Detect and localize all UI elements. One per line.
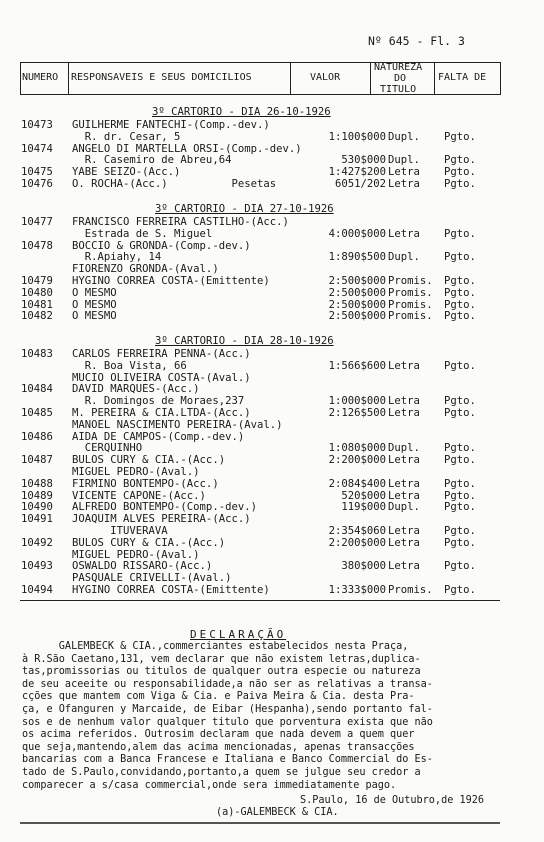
- row-responsavel: ALFREDO BONTEMPO-(Comp.-dev.): [72, 501, 257, 514]
- row-falta: Pgto.: [444, 560, 476, 573]
- row-natureza: Letra: [388, 395, 420, 408]
- header-top-rule: [20, 62, 500, 63]
- declaracao-line: que seja,mantendo,alem das acima mencionadas, apenas transacções: [22, 741, 415, 753]
- row-natureza: Letra: [388, 477, 420, 490]
- row-valor: 6051/202: [334, 178, 386, 190]
- row-valor: 2:200$000: [328, 536, 386, 549]
- table-row: [0, 228, 544, 240]
- row-natureza: Promis.: [388, 584, 433, 596]
- row-natureza: Letra: [388, 536, 420, 549]
- row-responsavel: MIGUEL PEDRO-(Aval.): [72, 548, 200, 561]
- row-valor: 2:084$400: [328, 477, 386, 490]
- row-valor: 1:333$000: [328, 584, 386, 596]
- row-valor: 1:566$600: [328, 359, 386, 372]
- row-falta: Pgto.: [444, 442, 476, 455]
- row-numero: 10479: [21, 275, 53, 287]
- table-row: [0, 407, 544, 419]
- section-title: 3º CARTORIO - DIA 26-10-1926: [152, 106, 331, 118]
- row-responsavel: AIDA DE CAMPOS-(Comp.-dev.): [72, 430, 245, 443]
- row-falta: Pgto.: [444, 407, 476, 419]
- declaracao-line: tas,promissorias ou titulos de qualquer outra especie ou natureza: [22, 666, 421, 678]
- header-bottom-rule: [20, 94, 500, 95]
- row-valor: 2:200$000: [328, 454, 386, 467]
- row-natureza: Letra: [388, 525, 420, 537]
- row-valor: 380$000: [341, 560, 386, 573]
- row-responsavel: PASQUALE CRIVELLI-(Aval.): [72, 572, 232, 585]
- signature: (a)-GALEMBECK & CIA.: [216, 807, 339, 818]
- row-falta: Pgto.: [444, 178, 476, 190]
- declaracao-line: à R.São Caetano,131, vem declarar que não existem letras,duplica-: [22, 653, 421, 665]
- row-natureza: Letra: [388, 178, 420, 190]
- header-natureza-2: DO: [394, 73, 407, 84]
- row-valor: 520$000: [341, 489, 386, 502]
- declaracao-line: GALEMBECK & CIA.,commerciantes estabelecidos nesta Praça,: [22, 641, 409, 652]
- row-falta: Pgto.: [444, 286, 476, 299]
- section-title: 3º CARTORIO - DIA 27-10-1926: [155, 203, 334, 215]
- table-row: [0, 287, 544, 299]
- row-numero: 10476: [21, 178, 53, 190]
- row-responsavel: CERQUINHO: [72, 442, 143, 455]
- row-falta: Pgto.: [444, 130, 476, 143]
- row-numero: 10481: [21, 298, 53, 311]
- row-valor: 119$000: [341, 501, 386, 514]
- table-row: [0, 275, 544, 287]
- table-row: [0, 119, 544, 131]
- row-responsavel: MANOEL NASCIMENTO PEREIRA-(Aval.): [72, 418, 283, 431]
- table-row: [0, 537, 544, 549]
- row-valor: 2:126$500: [328, 407, 386, 419]
- row-numero: 10482: [21, 310, 53, 323]
- declaracao-line: de seu aceeite ou responsabilidade,a não ser as relativas a transa-: [22, 678, 433, 690]
- row-falta: Pgto.: [444, 310, 476, 323]
- header-numero: NUMERO: [22, 72, 59, 83]
- row-numero: 10491: [21, 513, 53, 526]
- row-falta: Pgto.: [444, 477, 476, 490]
- section-title: 3º CARTORIO - DIA 28-10-1926: [155, 335, 334, 347]
- row-numero: 10490: [21, 501, 53, 514]
- row-valor: 2:500$000: [328, 310, 386, 323]
- row-natureza: Letra: [388, 489, 420, 502]
- row-responsavel: ANGELO DI MARTELLA ORSI-(Comp.-dev.): [72, 142, 302, 155]
- row-valor: 2:354$060: [328, 525, 386, 537]
- header-natureza-3: TITULO: [380, 84, 417, 95]
- row-natureza: Dupl.: [388, 442, 420, 455]
- row-numero: 10483: [21, 348, 53, 360]
- row-responsavel: O MESMO: [72, 298, 117, 311]
- row-numero: 10492: [21, 536, 53, 549]
- table-row: [0, 348, 544, 360]
- row-falta: Pgto.: [444, 454, 476, 467]
- declaracao-line: bancarias com a Banca Francese e Italiana e Banco Commercial do Es-: [22, 754, 433, 766]
- table-row: [0, 395, 544, 407]
- row-responsavel: O. ROCHA-(Acc.) Pesetas: [72, 178, 277, 190]
- table-row: [0, 143, 544, 155]
- row-natureza: Letra: [388, 560, 420, 573]
- header-divider-3: [370, 62, 371, 95]
- row-numero: 10487: [21, 454, 53, 467]
- header-valor: VALOR: [310, 72, 341, 83]
- row-responsavel: MUCIO OLIVEIRA COSTA-(Aval.): [72, 371, 251, 384]
- row-falta: Pgto.: [444, 501, 476, 514]
- row-responsavel: R. Domingos de Moraes,237: [72, 395, 245, 408]
- table-row: [0, 584, 544, 596]
- row-valor: 1:000$000: [328, 395, 386, 408]
- row-responsavel: HYGINO CORREA COSTA-(Emittente): [72, 584, 270, 596]
- row-responsavel: JOAQUIM ALVES PEREIRA-(Acc.): [72, 513, 251, 526]
- row-responsavel: O MESMO: [72, 310, 117, 323]
- declaracao-line: tado de S.Paulo,convidando,portanto,a quem se julgue seu credor a: [22, 766, 421, 778]
- row-responsavel: BOCCIO & GRONDA-(Comp.-dev.): [72, 239, 251, 252]
- table-row: [0, 263, 544, 275]
- row-falta: Pgto.: [444, 525, 476, 537]
- declaracao-title: DECLARAÇÃO: [190, 628, 287, 641]
- row-numero: 10473: [21, 119, 53, 131]
- table-row: [0, 251, 544, 263]
- header-divider-1: [68, 62, 69, 95]
- row-natureza: Promis.: [388, 286, 433, 299]
- declaracao-line: cções que mantem com Viga & Cia. e Paiva Meira & Cia. desta Pra-: [22, 691, 415, 703]
- row-falta: Pgto.: [444, 359, 476, 372]
- table-row: [0, 549, 544, 561]
- row-valor: 4:000$000: [328, 227, 386, 240]
- row-responsavel: M. PEREIRA & CIA.LTDA-(Acc.): [72, 407, 251, 419]
- row-falta: Pgto.: [444, 536, 476, 549]
- row-numero: 10477: [21, 216, 53, 228]
- declaracao-line: ça, e Ofanguren y Marcaide, de Eibar (Hespanha),sendo portanto fal-: [22, 703, 433, 715]
- declaracao-line: os acima referidos. Outrosim declaram que nada devem a quem quer: [22, 729, 415, 741]
- table-row: [0, 166, 544, 178]
- row-valor: 2:500$000: [328, 286, 386, 299]
- row-responsavel: R.Apiahy, 14: [72, 251, 162, 264]
- row-natureza: Letra: [388, 407, 420, 419]
- table-row: [0, 154, 544, 166]
- ledger-bottom-rule: [20, 600, 500, 601]
- row-numero: 10478: [21, 239, 53, 252]
- row-numero: 10484: [21, 383, 53, 396]
- table-row: [0, 310, 544, 322]
- row-responsavel: YABE SEIZO-(Acc.): [72, 166, 181, 179]
- row-valor: 1:100$000: [328, 130, 386, 143]
- row-valor: 1:427$200: [328, 166, 386, 179]
- row-responsavel: FRANCISCO FERREIRA CASTILHO-(Acc.): [72, 216, 289, 228]
- table-row: [0, 501, 544, 513]
- row-responsavel: R. Boa Vista, 66: [72, 359, 187, 372]
- row-responsavel: OSWALDO RISSARO-(Acc.): [72, 560, 213, 573]
- place-date: S.Paulo, 16 de Outubro,de 1926: [300, 795, 485, 806]
- table-row: [0, 240, 544, 252]
- row-responsavel: DAVID MARQUES-(Acc.): [72, 383, 200, 396]
- row-natureza: Dupl.: [388, 251, 420, 264]
- row-natureza: Dupl.: [388, 154, 420, 167]
- row-falta: Pgto.: [444, 166, 476, 179]
- table-row: [0, 372, 544, 384]
- row-valor: 1:080$000: [328, 442, 386, 455]
- row-numero: 10474: [21, 142, 53, 155]
- header-right-border: [500, 62, 501, 95]
- row-natureza: Letra: [388, 454, 420, 467]
- row-responsavel: CARLOS FERREIRA PENNA-(Acc.): [72, 348, 251, 360]
- table-row: [0, 216, 544, 228]
- row-numero: 10489: [21, 489, 53, 502]
- header-left-border: [20, 62, 21, 95]
- row-responsavel: R. Casemiro de Abreu,64: [72, 154, 232, 167]
- row-valor: 2:500$000: [328, 298, 386, 311]
- table-row: [0, 454, 544, 466]
- row-responsavel: FIORENZO GRONDA-(Aval.): [72, 263, 219, 276]
- row-falta: Pgto.: [444, 251, 476, 264]
- row-responsavel: BULOS CURY & CIA.-(Acc.): [72, 536, 226, 549]
- header-natureza-1: NATUREZA: [374, 62, 423, 73]
- row-valor: 1:890$500: [328, 251, 386, 264]
- row-numero: 10480: [21, 286, 53, 299]
- declaracao-line: sos e de nenhum valor qualquer titulo que porventura exista que não: [22, 716, 433, 728]
- table-row: [0, 525, 544, 537]
- row-responsavel: VICENTE CAPONE-(Acc.): [72, 489, 206, 502]
- header-divider-4: [434, 62, 435, 95]
- table-row: [0, 572, 544, 584]
- row-responsavel: Estrada de S. Miguel: [72, 227, 213, 240]
- row-natureza: Dupl.: [388, 130, 420, 143]
- row-numero: 10486: [21, 430, 53, 443]
- row-responsavel: ITUVERAVA: [72, 525, 168, 537]
- table-row: [0, 490, 544, 502]
- table-row: [0, 299, 544, 311]
- row-natureza: Promis.: [388, 275, 433, 287]
- table-row: [0, 513, 544, 525]
- row-natureza: Promis.: [388, 310, 433, 323]
- row-natureza: Promis.: [388, 298, 433, 311]
- table-row: [0, 431, 544, 443]
- table-row: [0, 360, 544, 372]
- header-divider-2: [290, 62, 291, 95]
- row-numero: 10493: [21, 560, 53, 573]
- row-natureza: Letra: [388, 359, 420, 372]
- row-numero: 10475: [21, 166, 53, 179]
- row-responsavel: FIRMINO BONTEMPO-(Acc.): [72, 477, 219, 490]
- row-natureza: Letra: [388, 166, 420, 179]
- row-falta: Pgto.: [444, 227, 476, 240]
- row-responsavel: GUILHERME FANTECHI-(Comp.-dev.): [72, 119, 270, 131]
- table-row: [0, 131, 544, 143]
- table-row: [0, 383, 544, 395]
- row-responsavel: MIGUEL PEDRO-(Aval.): [72, 466, 200, 478]
- header-responsaveis: RESPONSAVEIS E SEUS DOMICILIOS: [71, 72, 252, 83]
- row-numero: 10485: [21, 407, 53, 419]
- table-row: [0, 419, 544, 431]
- row-responsavel: BULOS CURY & CIA.-(Acc.): [72, 454, 226, 467]
- row-falta: Pgto.: [444, 154, 476, 167]
- table-row: [0, 560, 544, 572]
- table-row: [0, 478, 544, 490]
- declaracao-body: [22, 641, 514, 792]
- page-bottom-rule: [20, 822, 500, 824]
- row-numero: 10494: [21, 584, 53, 596]
- row-falta: Pgto.: [444, 584, 476, 596]
- row-falta: Pgto.: [444, 489, 476, 502]
- row-valor: 2:500$000: [328, 275, 386, 287]
- row-valor: 530$000: [341, 154, 386, 167]
- row-responsavel: O MESMO: [72, 286, 117, 299]
- row-natureza: Letra: [388, 227, 420, 240]
- page-number: Nº 645 - Fl. 3: [368, 34, 465, 48]
- row-numero: 10488: [21, 477, 53, 490]
- row-responsavel: R. dr. Cesar, 5: [72, 130, 181, 143]
- row-natureza: Dupl.: [388, 501, 420, 514]
- table-row: [0, 178, 544, 190]
- row-responsavel: HYGINO CORREA COSTA-(Emittente): [72, 275, 270, 287]
- table-row: [0, 466, 544, 478]
- table-row: [0, 442, 544, 454]
- declaracao-line: comparecer a s/casa commercial,onde sera immediatamente pago.: [22, 779, 397, 791]
- header-falta: FALTA DE: [438, 72, 487, 83]
- row-falta: Pgto.: [444, 298, 476, 311]
- row-falta: Pgto.: [444, 275, 476, 287]
- row-falta: Pgto.: [444, 395, 476, 408]
